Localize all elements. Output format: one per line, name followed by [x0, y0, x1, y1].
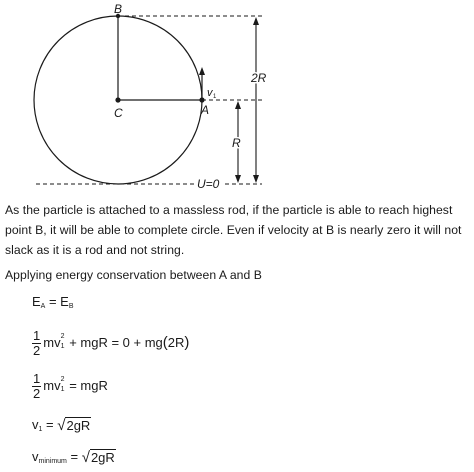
eq5-radicand: 2gR: [90, 450, 115, 466]
eq1-lhs-sub: A: [40, 303, 46, 310]
eq3-fraction: [32, 372, 41, 401]
equation-simplified: [32, 372, 108, 401]
eq2-rest: + mgR = 0 + mg: [65, 334, 163, 350]
eq3-supsub: [60, 375, 66, 393]
eq5-lhs: v: [32, 449, 39, 464]
eq4-radicand: 2gR: [66, 418, 91, 434]
label-R: R: [232, 136, 241, 150]
explanation-paragraph: As the particle is attached to a massless rod, if the particle is able to reach highest point B, it will be able to complete circle. Even if velocity at B is nearly zero it will not slack as it is a rod and not string.: [5, 203, 462, 257]
eq4-lhs: v: [32, 417, 39, 432]
eq5-sqrt: [82, 449, 116, 466]
eq2-sup: 2: [60, 332, 65, 340]
eq2-sub: 1: [60, 342, 65, 350]
eq1-eq: =: [45, 294, 61, 309]
eq2-term: mv: [43, 334, 61, 350]
eq5-eq: =: [66, 449, 82, 464]
eq3-term: mv: [43, 377, 61, 393]
eq2-frac-den: 2: [33, 343, 41, 358]
circular-motion-diagram: [0, 0, 474, 195]
eq2-inner: 2R: [167, 334, 185, 350]
eq1-lhs: E: [32, 294, 41, 309]
equation-minimum-velocity: [32, 449, 116, 466]
eq3-frac-den: 2: [33, 386, 41, 401]
eq2-supsub: [60, 332, 66, 350]
equation-energy-expanded: [32, 329, 189, 358]
label-A: A: [201, 103, 210, 117]
eq3-frac-num: 1: [33, 371, 41, 386]
equation-energy-equal: [32, 294, 74, 310]
label-C: C: [114, 106, 123, 120]
center-point-C: [115, 97, 120, 102]
sqrt-icon: √: [81, 449, 90, 467]
eq3-sup: 2: [60, 375, 65, 383]
label-2R: 2R: [251, 71, 267, 85]
eq1-rhs-sub: B: [68, 303, 74, 310]
eq4-eq: =: [42, 417, 58, 432]
eq2-frac-num: 1: [33, 328, 41, 343]
label-v-sub: 1: [213, 94, 217, 100]
eq1-rhs: E: [60, 294, 69, 309]
sqrt-icon: √: [57, 417, 66, 435]
eq4-lhs-sub: 1: [38, 426, 43, 433]
energy-conservation-heading: Applying energy conservation between A and B: [5, 268, 262, 282]
label-v: v: [207, 87, 213, 99]
equation-velocity: [32, 417, 91, 434]
eq2-fraction: [32, 329, 41, 358]
label-B: B: [114, 2, 123, 16]
eq4-sqrt: [57, 417, 91, 434]
eq5-lhs-sub: minimum: [38, 458, 67, 465]
eq3-sub: 1: [60, 385, 65, 393]
eq3-rest: = mgR: [65, 377, 108, 393]
eq2-lparen: (: [162, 333, 168, 351]
label-U0: U=0: [197, 177, 220, 191]
eq2-rparen: ): [184, 333, 190, 351]
